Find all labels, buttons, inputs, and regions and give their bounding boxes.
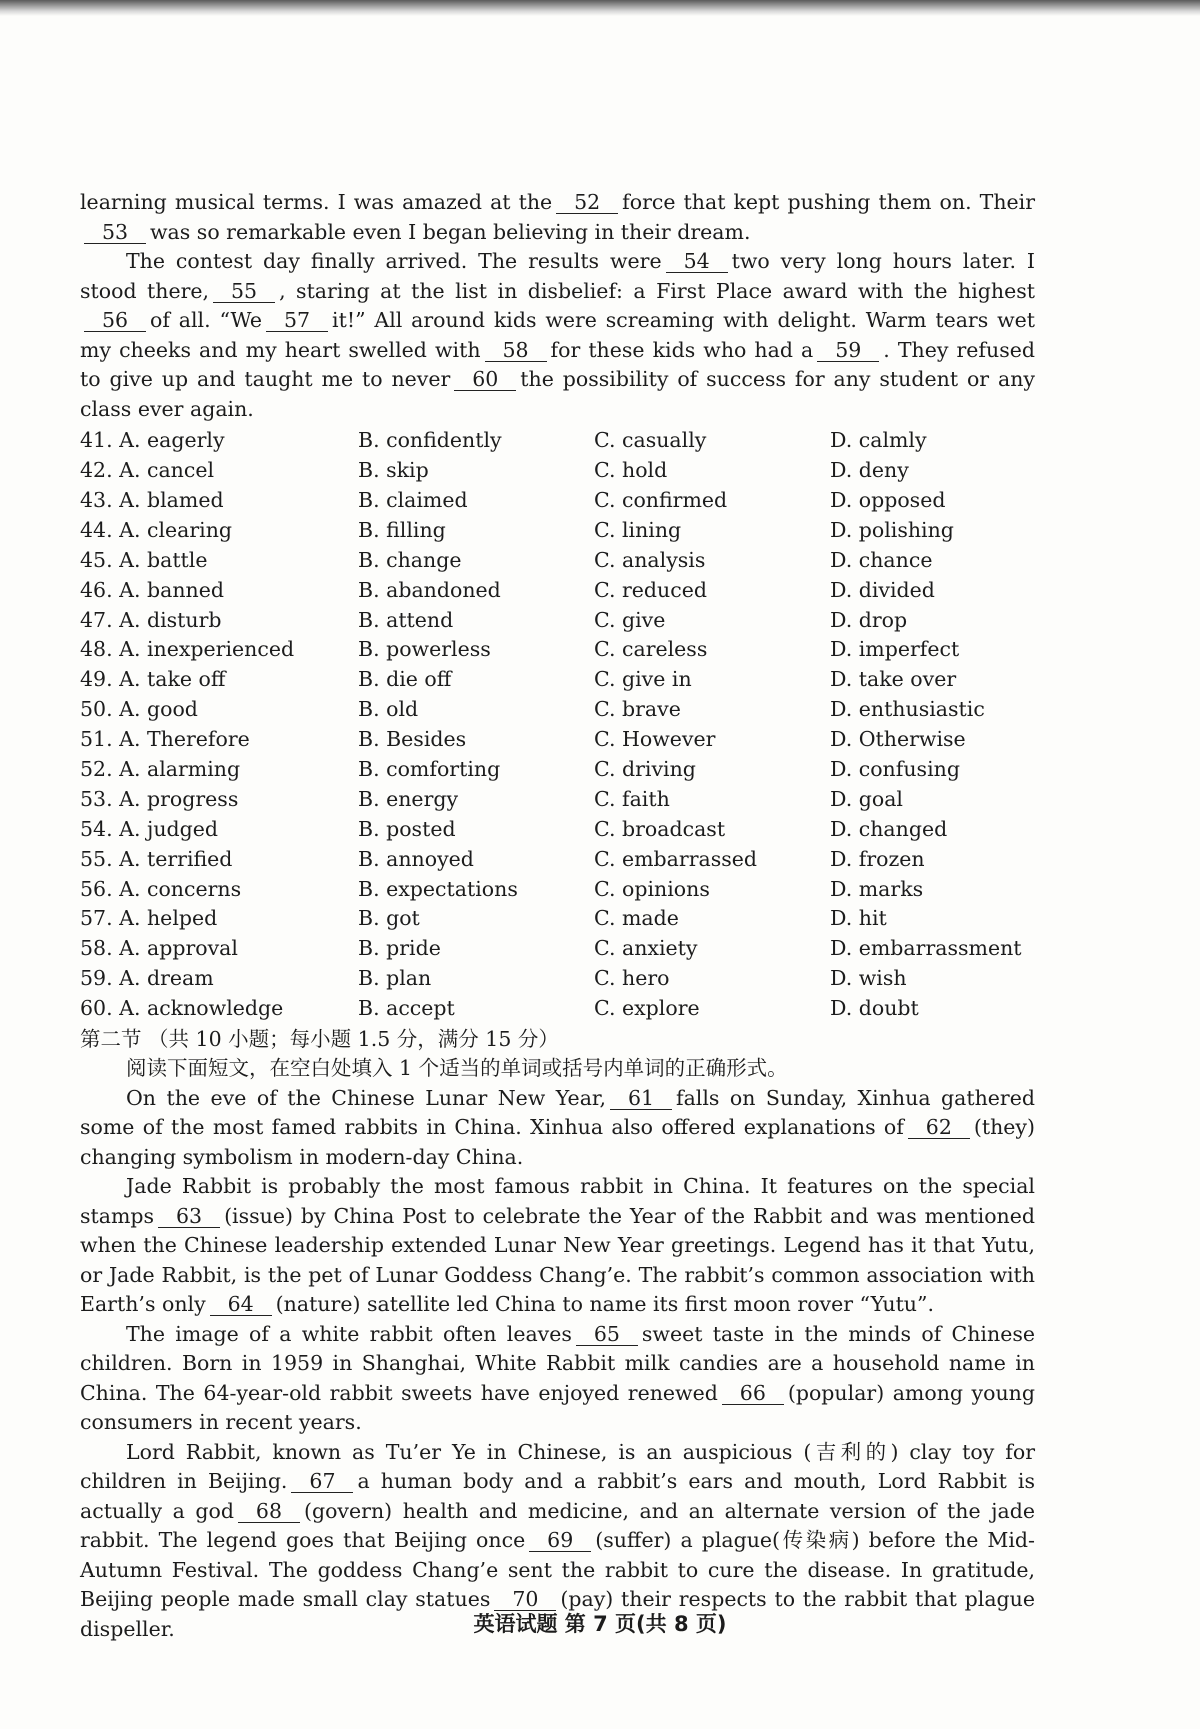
option-a: [80, 815, 358, 845]
option-d: D. confusing: [830, 756, 960, 781]
option-d: D. embarrassment: [830, 936, 1022, 961]
option-a-text: A. acknowledge: [119, 996, 284, 1021]
option-row: [80, 486, 1035, 516]
blank-69: 69: [529, 1529, 591, 1552]
scan-top-edge: [0, 0, 1200, 16]
option-a: [80, 755, 358, 785]
option-row: [80, 456, 1035, 486]
blank-63: 63: [158, 1205, 220, 1228]
option-a-text: A. progress: [119, 786, 239, 811]
option-b: B. Besides: [358, 727, 467, 752]
option-c: C. made: [594, 906, 679, 931]
option-c: C. hero: [594, 966, 670, 991]
option-row: [80, 575, 1035, 605]
option-b: B. claimed: [358, 487, 468, 512]
option-d: D. deny: [830, 458, 909, 483]
option-b: B. skip: [358, 458, 429, 483]
option-row: [80, 665, 1035, 695]
question-number: 48.: [80, 637, 113, 662]
option-a-text: A. eagerly: [119, 428, 225, 453]
option-row: [80, 934, 1035, 964]
question-number: 58.: [80, 936, 113, 961]
option-row: [80, 546, 1035, 576]
option-row: [80, 605, 1035, 635]
option-a-text: A. blamed: [119, 487, 224, 512]
option-b: B. got: [358, 906, 420, 931]
option-c: C. opinions: [594, 876, 710, 901]
option-row: [80, 725, 1035, 755]
option-b: B. energy: [358, 786, 459, 811]
option-a: [80, 486, 358, 516]
blank-68: 68: [238, 1500, 300, 1523]
question-number: 49.: [80, 667, 113, 692]
blank-56: 56: [84, 309, 146, 332]
question-number: 50.: [80, 697, 113, 722]
blank-64: 64: [210, 1293, 272, 1316]
option-b: B. expectations: [358, 876, 518, 901]
option-c: C. confirmed: [594, 487, 728, 512]
option-b: B. attend: [358, 607, 454, 632]
option-row: [80, 904, 1035, 934]
passage-b-paragraph-4: Lord Rabbit, known as Tu’er Ye in Chinese, is an auspicious (吉利的) clay toy for children in Beijing. 67 a human body and a rabbit’s ears and mouth, Lord Rabbit is actually a god 68 (govern) health and medicine, and an alternate version of the jade rabbit. The legend goes that Beijing once 69 (suffer) a plague(传染病) before the Mid-Autumn Festival. The goddess Chang’e sent the rabbit to cure the disease. In gratitude, Beijing people made small clay statues 70 (pay) their respects to the rabbit that plague dispeller.: [80, 1439, 1036, 1641]
option-a: [80, 785, 358, 815]
page-footer: 英语试题 第 7 页(共 8 页): [473, 1612, 727, 1636]
option-b: B. accept: [358, 996, 455, 1021]
option-d: D. frozen: [830, 846, 925, 871]
option-d: D. drop: [830, 607, 908, 632]
question-number: 55.: [80, 846, 113, 871]
option-c: C. give in: [594, 667, 692, 692]
option-a-text: A. concerns: [119, 876, 242, 901]
option-row: [80, 815, 1035, 845]
option-c: C. lining: [594, 517, 682, 542]
option-a: [80, 606, 358, 636]
question-number: 46.: [80, 577, 113, 602]
option-d: D. hit: [830, 906, 887, 931]
blank-57: 57: [266, 309, 328, 332]
option-a: [80, 665, 358, 695]
option-c: C. embarrassed: [594, 846, 758, 871]
option-a-text: A. alarming: [119, 756, 241, 781]
option-d: D. goal: [830, 786, 903, 811]
option-b: B. die off: [358, 667, 452, 692]
option-c: C. hold: [594, 458, 668, 483]
passage-a-paragraph-1: learning musical terms. I was amazed at the 52 force that kept pushing them on. Their 53 was so remarkable even I began believing in their dream.: [80, 190, 1036, 244]
blank-60: 60: [454, 368, 516, 391]
question-number: 52.: [80, 756, 113, 781]
answer-options: [80, 426, 1035, 1024]
option-d: D. marks: [830, 876, 924, 901]
option-c: C. give: [594, 607, 666, 632]
option-a-text: A. good: [119, 697, 198, 722]
question-number: 59.: [80, 966, 113, 991]
option-a-text: A. approval: [119, 936, 238, 961]
option-a: [80, 934, 358, 964]
option-row: [80, 964, 1035, 994]
option-a: [80, 576, 358, 606]
option-a-text: A. terrified: [119, 846, 233, 871]
blank-54: 54: [666, 250, 728, 273]
option-b: B. posted: [358, 816, 456, 841]
option-c: C. anxiety: [594, 936, 698, 961]
option-a-text: A. banned: [119, 577, 224, 602]
option-d: D. doubt: [830, 996, 919, 1021]
blank-62: 62: [908, 1116, 970, 1139]
option-row: [80, 426, 1035, 456]
option-d: D. take over: [830, 667, 957, 692]
option-row: [80, 994, 1035, 1024]
question-number: 53.: [80, 786, 113, 811]
section-2-instruction: 阅读下面短文，在空白处填入 1 个适当的单词或括号内单词的正确形式。: [126, 1056, 788, 1081]
blank-59: 59: [817, 339, 879, 362]
option-c: C. analysis: [594, 547, 706, 572]
option-a: [80, 635, 358, 665]
question-number: 42.: [80, 458, 113, 483]
blank-52: 52: [556, 191, 618, 214]
question-number: 43.: [80, 487, 113, 512]
blank-53: 53: [84, 221, 146, 244]
option-a: [80, 875, 358, 905]
option-b: B. annoyed: [358, 846, 474, 871]
blank-65: 65: [576, 1323, 638, 1346]
blank-55: 55: [213, 280, 275, 303]
option-d: D. calmly: [830, 428, 927, 453]
option-row: [80, 635, 1035, 665]
option-a-text: A. clearing: [119, 517, 233, 542]
option-a-text: A. take off: [119, 667, 226, 692]
question-number: 47.: [80, 607, 113, 632]
option-row: [80, 695, 1035, 725]
passage-b-paragraph-3: The image of a white rabbit often leaves 65 sweet taste in the minds of Chinese children. Born in 1959 in Shanghai, White Rabbit milk candies are a household name in China. The 64-year-old rabbit sweets have enjoyed renewed 66 (popular) among young consumers in recent years.: [80, 1321, 1035, 1435]
blank-58: 58: [485, 339, 547, 362]
blank-70: 70: [494, 1588, 556, 1611]
passage-b-paragraph-2: Jade Rabbit is probably the most famous rabbit in China. It features on the special stamps 63 (issue) by China Post to celebrate the Year of the Rabbit and was mentioned when the Chinese leadership extended Lunar New Year greetings. Legend has it that Yutu, or Jade Rabbit, is the pet of Lunar Goddess Chang’e. The rabbit’s common association with Earth’s only 64 (nature) satellite led China to name its first moon rover “Yutu”.: [80, 1174, 1035, 1317]
option-a-text: A. dream: [119, 966, 214, 991]
option-c: C. brave: [594, 697, 681, 722]
option-a-text: A. inexperienced: [119, 637, 295, 662]
question-number: 45.: [80, 547, 113, 572]
option-row: [80, 844, 1035, 874]
question-number: 44.: [80, 517, 113, 542]
option-c: C. faith: [594, 786, 670, 811]
option-row: [80, 755, 1035, 785]
option-d: D. chance: [830, 547, 933, 572]
option-a: [80, 695, 358, 725]
option-c: C. careless: [594, 637, 708, 662]
option-c: C. However: [594, 727, 716, 752]
option-b: B. pride: [358, 936, 441, 961]
question-number: 56.: [80, 876, 113, 901]
option-a: [80, 964, 358, 994]
option-a: [80, 994, 358, 1024]
option-d: D. imperfect: [830, 637, 960, 662]
question-number: 41.: [80, 428, 113, 453]
option-b: B. old: [358, 697, 419, 722]
option-a-text: A. helped: [119, 906, 218, 931]
option-c: C. explore: [594, 996, 700, 1021]
option-a: [80, 456, 358, 486]
option-b: B. powerless: [358, 637, 491, 662]
option-d: D. changed: [830, 816, 948, 841]
option-c: C. reduced: [594, 577, 707, 602]
exam-page: [80, 188, 1035, 1644]
option-b: B. abandoned: [358, 577, 501, 602]
option-d: D. divided: [830, 577, 935, 602]
option-c: C. broadcast: [594, 816, 726, 841]
blank-61: 61: [610, 1087, 672, 1110]
option-a-text: A. battle: [119, 547, 208, 572]
option-a: [80, 904, 358, 934]
option-row: [80, 516, 1035, 546]
option-c: C. driving: [594, 756, 696, 781]
option-a: [80, 546, 358, 576]
option-row: [80, 785, 1035, 815]
option-a: [80, 845, 358, 875]
option-a: [80, 426, 358, 456]
option-b: B. change: [358, 547, 462, 572]
option-b: B. comforting: [358, 756, 501, 781]
option-d: D. opposed: [830, 487, 946, 512]
option-a-text: A. disturb: [119, 607, 222, 632]
option-b: B. plan: [358, 966, 432, 991]
question-number: 51.: [80, 727, 113, 752]
option-row: [80, 874, 1035, 904]
option-c: C. casually: [594, 428, 707, 453]
section-2-heading: 第二节 （共 10 小题；每小题 1.5 分，满分 15 分）: [80, 1026, 559, 1051]
option-a-text: A. Therefore: [119, 727, 250, 752]
blank-66: 66: [722, 1382, 784, 1405]
option-d: D. Otherwise: [830, 727, 966, 752]
option-a-text: A. cancel: [119, 458, 215, 483]
option-d: D. enthusiastic: [830, 697, 985, 722]
option-a-text: A. judged: [119, 816, 219, 841]
passage-b-paragraph-1: On the eve of the Chinese Lunar New Year, 61 falls on Sunday, Xinhua gathered some of the most famed rabbits in China. Xinhua also offered explanations of 62 (they) changing symbolism in modern-day China.: [80, 1085, 1035, 1169]
blank-67: 67: [291, 1470, 353, 1493]
option-a: [80, 516, 358, 546]
option-b: B. filling: [358, 517, 446, 542]
option-b: B. confidently: [358, 428, 502, 453]
question-number: 57.: [80, 906, 113, 931]
passage-a-paragraph-2: The contest day finally arrived. The results were 54 two very long hours later. I stood there, 55 , staring at the list in disbelief: a First Place award with the highest 56 of all. “We 57 it!” All around kids were screaming with delight. Warm tears wet my cheeks and my heart swelled with 58 for these kids who had a 59 . They refused to give up and taught me to never 60 the possibility of success for any student or any class ever again.: [80, 249, 1036, 421]
option-d: D. wish: [830, 966, 907, 991]
option-a: [80, 725, 358, 755]
question-number: 60.: [80, 996, 113, 1021]
question-number: 54.: [80, 816, 113, 841]
option-d: D. polishing: [830, 517, 954, 542]
